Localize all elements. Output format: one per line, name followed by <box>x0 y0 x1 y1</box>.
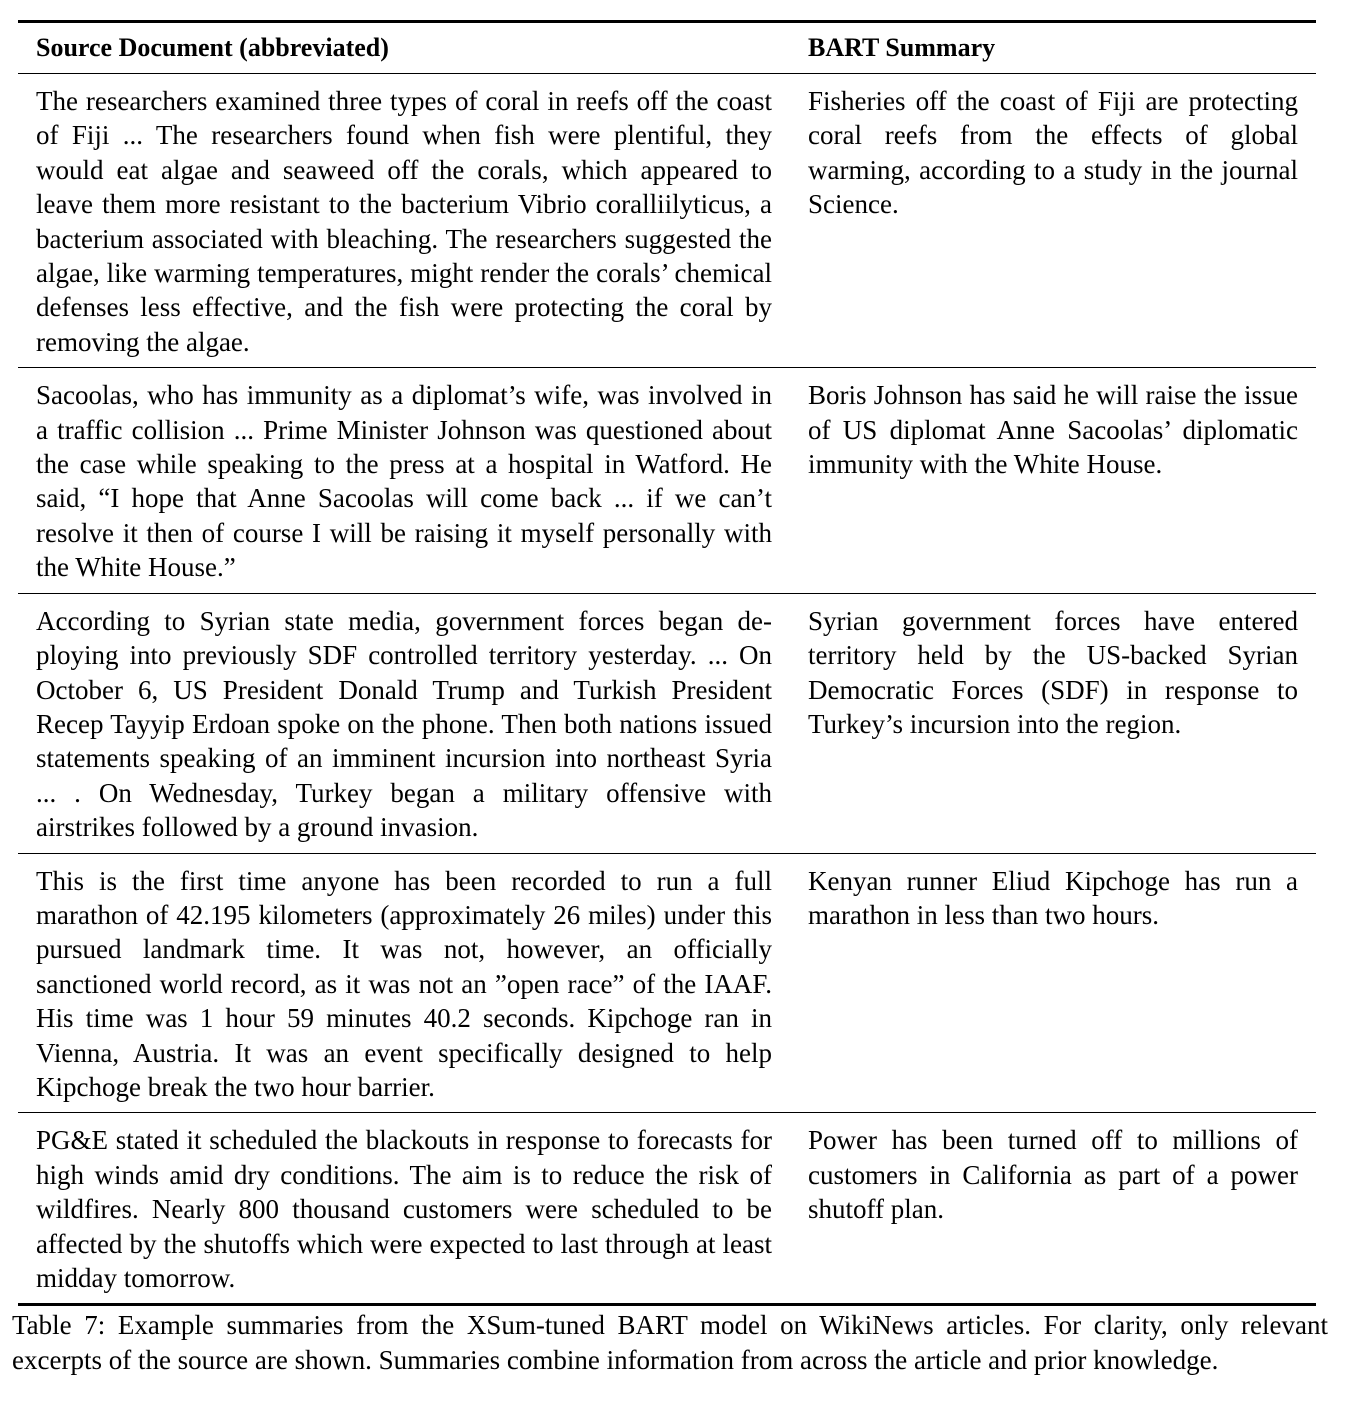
source-cell: PG&E stated it scheduled the blackouts in response to forecasts for high winds amid dry conditions. The aim is to reduce the risk of wildfires. Nearly 800 thousand customers were scheduled to be affected by the shutoffs which were expected to last through at least midday tomorrow. <box>36 1125 772 1293</box>
table-row <box>18 368 1316 592</box>
source-cell: According to Syrian state media, government forces began deploying into previously SDF controlled territory yesterday. ... On October 6, US President Donald Trump and Turkish President Recep Tayyip Erdoan spoke on the phone. Then both nations issued statements speaking of an imminent incursion into northeast Syria ... . On Wednesday, Turkey began a military offensive with airstrikes followed by a ground invasion. <box>36 605 772 843</box>
source-cell: This is the first time anyone has been recorded to run a full marathon of 42.195 kilometers (approximately 26 miles) under this pursued landmark time. It was not, however, an officially sanctioned world record, as it was not an ”open race” of the IAAF. His time was 1 hour 59 minutes 40.2 seconds. Kipchoge ran in Vienna, Austria. It was an event specifically designed to help Kipchoge break the two hour barrier. <box>36 865 772 1102</box>
source-cell: The researchers examined three types of coral in reefs off the coast of Fiji ... The researchers found when fish were plentiful, they would eat algae and seaweed off the corals, which appeared to leave them more resistant to the bacterium Vibrio coralliilyticus, a bacterium associated with bleaching. The researchers suggested the algae, like warming temperatures, might render the corals’ chemical defenses less effective, and the fish were protecting the coral by removing the algae. <box>36 86 772 357</box>
table-caption: Table 7: Example summaries from the XSum-tuned BART model on WikiNews articles. For clarity, only relevant excerpts of the source are shown. Summaries combine information from across the article and prior knowledge. <box>12 1310 1328 1375</box>
source-cell: Sacoolas, who has immunity as a diplomat’s wife, was involved in a traffic collision ... Prime Minister Johnson was questioned about the case while speaking to the press at a hospital in Watford. He said, “I hope that Anne Sacoolas will come back ... if we can’t resolve it then of course I will be raising it myself personally with the White House.” <box>36 380 772 583</box>
table-row <box>18 1113 1316 1303</box>
summary-cell: Syrian government forces have entered territory held by the US-backed Syrian Democratic Forces (SDF) in response to Turkey’s incursion into the region. <box>808 605 1298 739</box>
header-summary: BART Summary <box>808 33 996 62</box>
table-row <box>18 74 1316 367</box>
table-row <box>18 594 1316 853</box>
table-header-row <box>18 23 1316 73</box>
summary-cell: Kenyan runner Eliud Kipchoge has run a marathon in less than two hours. <box>808 865 1298 930</box>
summary-cell: Power has been turned off to millions of customers in California as part of a power shutoff plan. <box>808 1125 1298 1225</box>
bottom-rule <box>18 1303 1316 1306</box>
summary-table <box>18 20 1316 1306</box>
summary-cell: Fisheries off the coast of Fiji are protecting coral reefs from the effects of global warming, according to a study in the journal Science. <box>808 86 1298 220</box>
table-row <box>18 854 1316 1113</box>
summary-cell: Boris Johnson has said he will raise the issue of US diplomat Anne Sacoolas’ diplomatic immunity with the White House. <box>808 380 1298 480</box>
header-source: Source Document (abbreviated) <box>36 33 389 62</box>
